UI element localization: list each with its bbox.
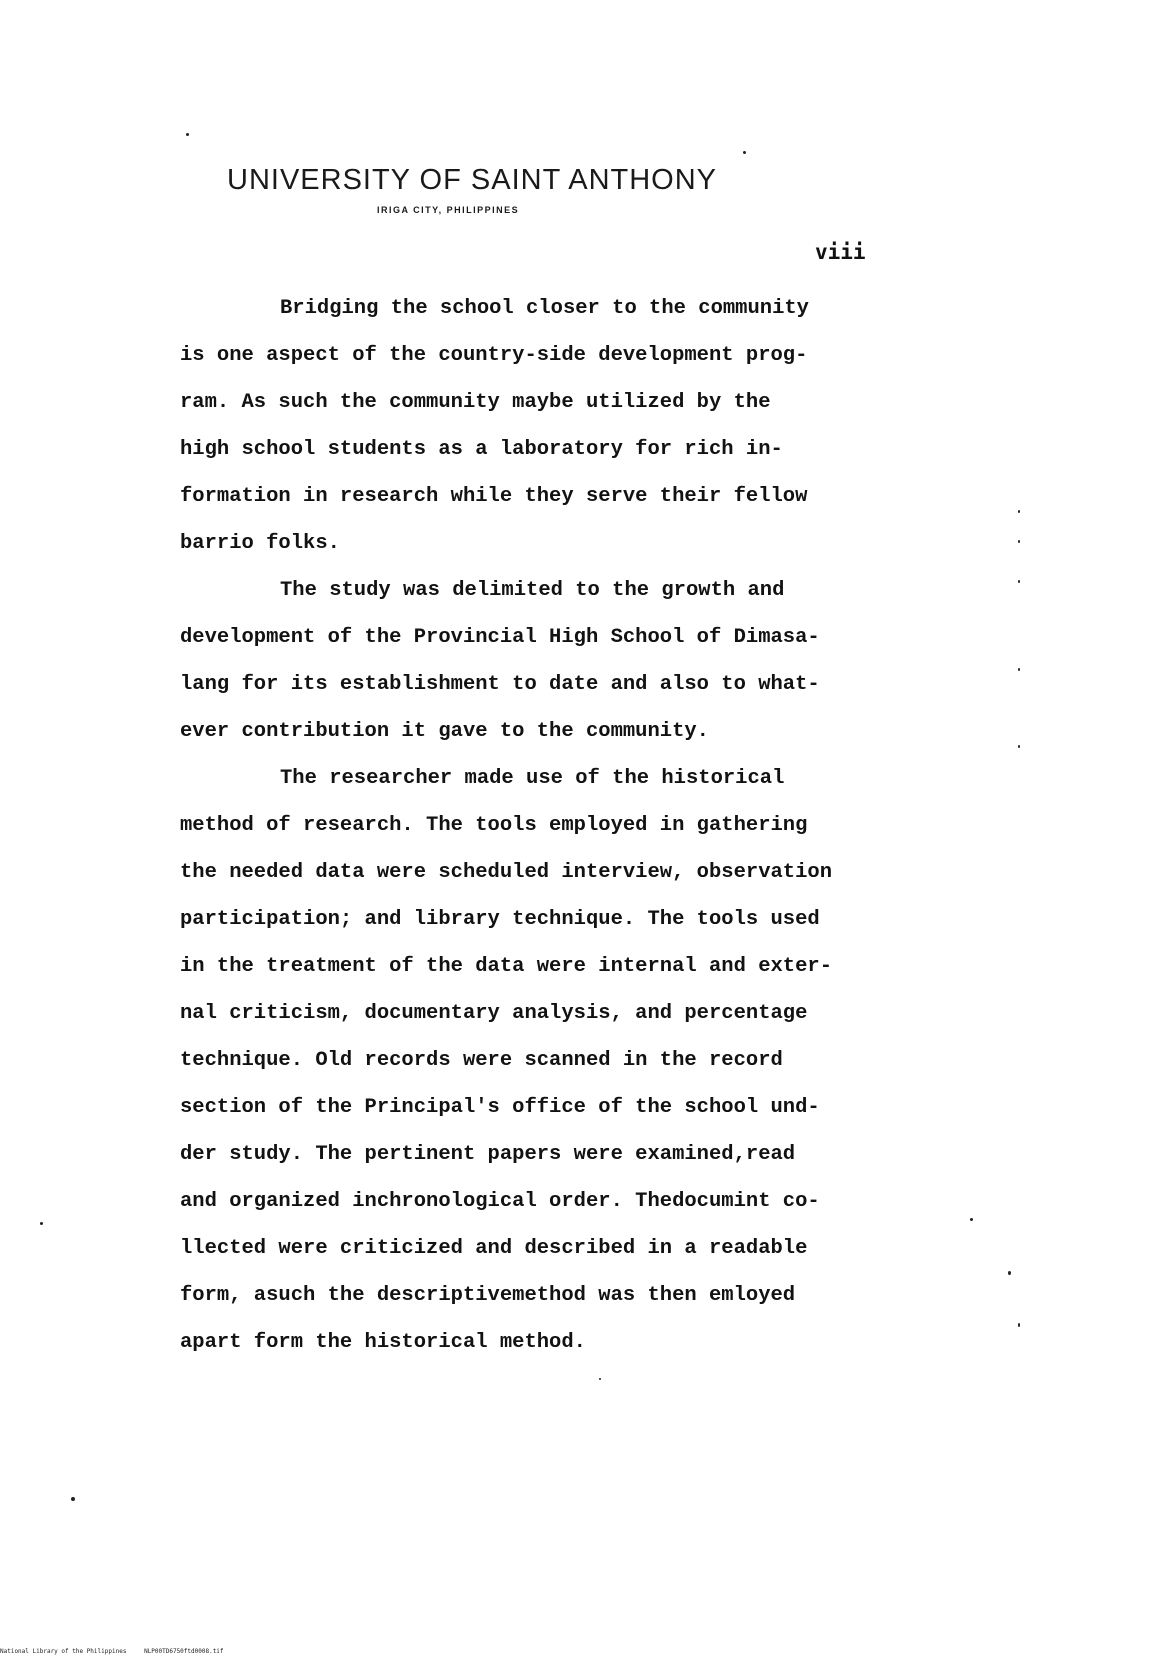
text-line: participation; and library technique. The tools used bbox=[180, 908, 820, 931]
text-line: technique. Old records were scanned in the record bbox=[180, 1049, 783, 1072]
text-line: form, asuch the descriptivemethod was then emloyed bbox=[180, 1284, 796, 1307]
text-line: high school students as a laboratory for rich in- bbox=[180, 438, 783, 461]
text-line: apart form the historical method. bbox=[180, 1331, 586, 1354]
paragraph-2 bbox=[180, 567, 940, 755]
scan-speck bbox=[1018, 745, 1020, 748]
text-line: nal criticism, documentary analysis, and percentage bbox=[180, 1002, 808, 1025]
scan-speck bbox=[970, 1218, 973, 1221]
scan-speck bbox=[1008, 1271, 1011, 1275]
text-line: development of the Provincial High School of Dimasa- bbox=[180, 626, 820, 649]
page-number: viii bbox=[815, 240, 866, 264]
text-line: lang for its establishment to date and also to what- bbox=[180, 673, 820, 696]
footer-source: National Library of the Philippines bbox=[0, 1648, 127, 1655]
paragraph-1 bbox=[180, 285, 940, 567]
text-line: The study was delimited to the growth and bbox=[280, 579, 785, 602]
text-line: method of research. The tools employed in gathering bbox=[180, 814, 808, 837]
text-line: Bridging the school closer to the community bbox=[280, 297, 809, 320]
scan-speck bbox=[1018, 580, 1020, 583]
text-line: llected were criticized and described in a readable bbox=[180, 1237, 808, 1260]
university-name: UNIVERSITY OF SAINT ANTHONY bbox=[227, 164, 718, 196]
scan-speck bbox=[1018, 1323, 1020, 1327]
text-line: ever contribution it gave to the community. bbox=[180, 720, 709, 743]
text-line: barrio folks. bbox=[180, 532, 340, 555]
body-text bbox=[180, 285, 940, 1366]
text-line: ram. As such the community maybe utilized by the bbox=[180, 391, 771, 414]
scan-speck bbox=[40, 1222, 43, 1225]
text-line: the needed data were scheduled interview, observation bbox=[180, 861, 833, 884]
text-line: formation in research while they serve their fellow bbox=[180, 485, 808, 508]
scan-speck bbox=[1018, 540, 1020, 543]
scan-speck bbox=[186, 133, 189, 136]
text-line: The researcher made use of the historical bbox=[280, 767, 785, 790]
scan-footer bbox=[0, 1648, 224, 1655]
text-line: and organized inchronological order. Thedocumint co- bbox=[180, 1190, 820, 1213]
scan-speck bbox=[1018, 510, 1020, 513]
scan-speck bbox=[71, 1497, 75, 1501]
scan-speck bbox=[599, 1378, 601, 1380]
text-line: der study. The pertinent papers were examined,read bbox=[180, 1143, 796, 1166]
scan-speck bbox=[1018, 668, 1020, 671]
text-line: in the treatment of the data were internal and exter- bbox=[180, 955, 833, 978]
footer-file: NLP00TD6750ftd0008.tif bbox=[144, 1648, 224, 1655]
university-location: IRIGA CITY, PHILIPPINES bbox=[377, 205, 520, 215]
paragraph-3 bbox=[180, 755, 940, 1366]
scan-speck bbox=[743, 151, 746, 154]
text-line: is one aspect of the country-side development prog- bbox=[180, 344, 808, 367]
text-line: section of the Principal's office of the school und- bbox=[180, 1096, 820, 1119]
